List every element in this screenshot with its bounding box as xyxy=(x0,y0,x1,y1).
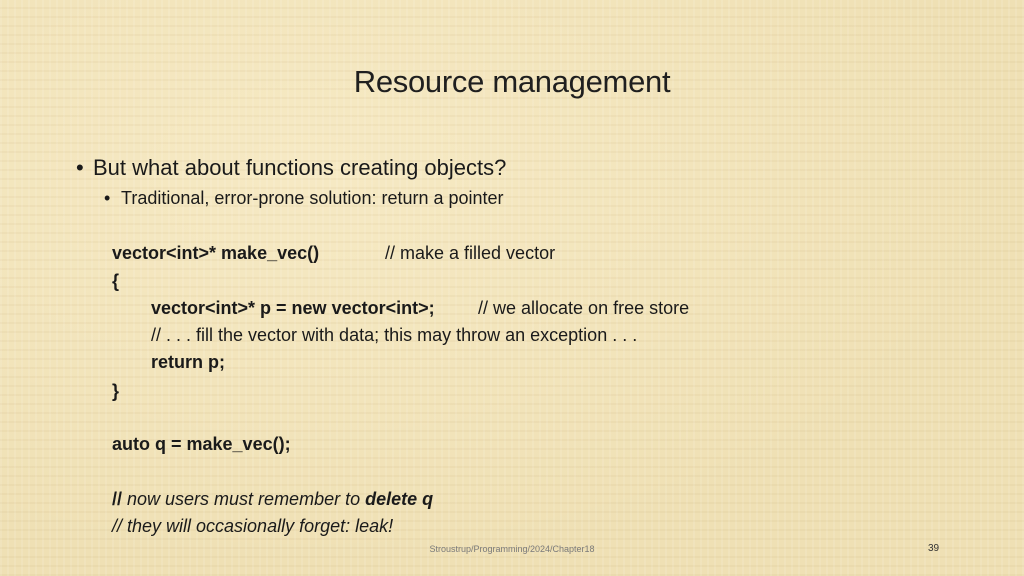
code-close-brace: } xyxy=(112,381,120,401)
comment-slashes: // xyxy=(112,489,123,509)
code-line-call: auto q = make_vec(); xyxy=(112,434,291,454)
bullet-text: Traditional, error-prone solution: return a pointer xyxy=(121,188,504,208)
bullet-text: But what about functions creating objects? xyxy=(93,155,507,180)
comment-emphasis: delete q xyxy=(365,489,434,509)
code-comment: // we allocate on free store xyxy=(478,298,690,318)
comment-text: now users must remember to xyxy=(122,489,366,509)
code-line-alloc: vector<int>* p = new vector<int>; xyxy=(151,298,435,318)
slide-title: Resource management xyxy=(353,64,671,99)
code-comment: // . . . fill the vector with data; this may throw an exception . . . xyxy=(151,325,638,345)
bullet-dot: • xyxy=(104,188,111,208)
code-comment-warning xyxy=(112,489,433,510)
code-open-brace: { xyxy=(112,271,120,291)
code-line-return: return p; xyxy=(151,352,225,372)
code-line-signature: vector<int>* make_vec() xyxy=(112,243,320,263)
slide-footer: Stroustrup/Programming/2024/Chapter18 xyxy=(429,544,595,554)
code-comment-leak: // they will occasionally forget: leak! xyxy=(112,516,394,536)
page-number: 39 xyxy=(928,543,940,554)
bullet-dot: • xyxy=(76,155,84,180)
code-comment: // make a filled vector xyxy=(385,243,556,263)
